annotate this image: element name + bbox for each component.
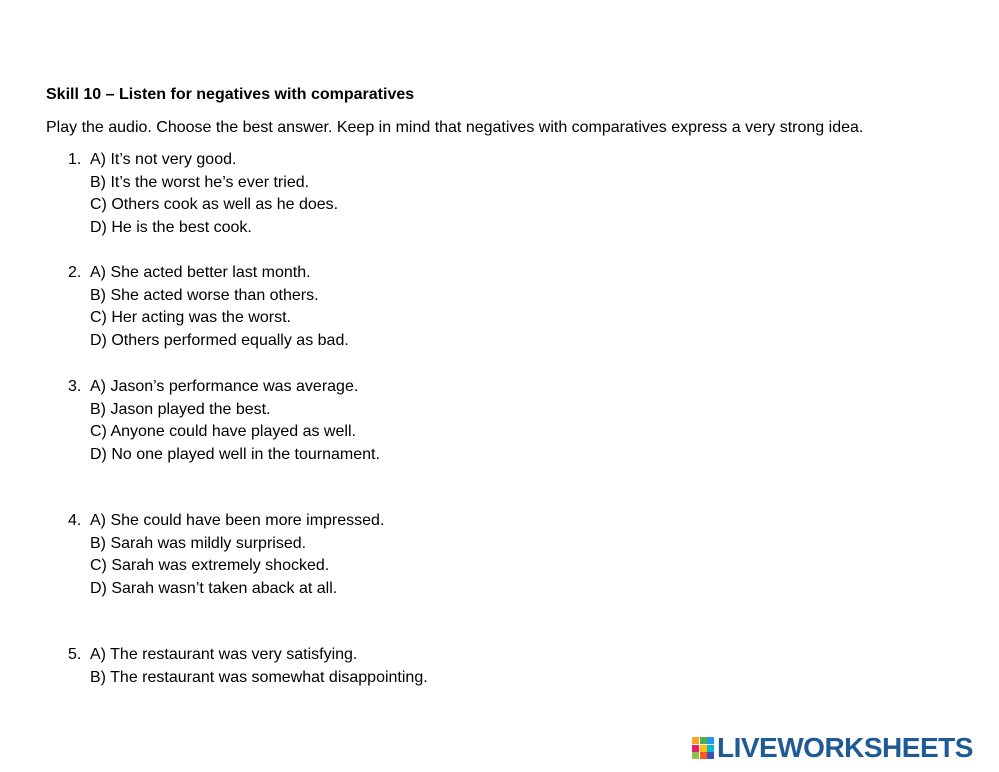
answer-option-c: C) Sarah was extremely shocked. bbox=[90, 557, 330, 575]
answer-option-d: D) Sarah wasn’t taken aback at all. bbox=[90, 579, 338, 597]
logo-mark-cell bbox=[707, 737, 714, 744]
liveworksheets-logo[interactable] bbox=[692, 732, 973, 764]
question-number: 5. bbox=[68, 646, 82, 663]
logo-mark-cell bbox=[692, 752, 699, 759]
logo-mark-cell bbox=[692, 737, 699, 744]
answer-option-c: C) Her acting was the worst. bbox=[90, 309, 291, 327]
answer-options bbox=[90, 376, 380, 466]
logo-mark-cell bbox=[692, 745, 699, 752]
answer-option-a: A) The restaurant was very satisfying. bbox=[90, 646, 358, 663]
logo-mark-cell bbox=[700, 745, 707, 752]
logo-text: LIVEWORKSHEETS bbox=[717, 732, 973, 763]
logo-mark-cell bbox=[707, 745, 714, 752]
answer-option-a: A) She acted better last month. bbox=[90, 264, 311, 281]
answer-option-d: D) Others performed equally as bad. bbox=[90, 331, 349, 349]
answer-option-b: B) Jason played the best. bbox=[90, 400, 271, 418]
logo-mark-cell bbox=[700, 737, 707, 744]
question-number: 3. bbox=[68, 378, 82, 395]
worksheet-title: Skill 10 – Listen for negatives with comparatives bbox=[46, 86, 415, 103]
answer-option-b: B) Sarah was mildly surprised. bbox=[90, 534, 307, 552]
answer-option-d: D) He is the best cook. bbox=[90, 218, 252, 236]
answer-option-b: B) The restaurant was somewhat disappointing. bbox=[90, 668, 428, 686]
answer-option-c: C) Others cook as well as he does. bbox=[90, 196, 339, 214]
answer-option-d: D) No one played well in the tournament. bbox=[90, 445, 380, 463]
question-number: 2. bbox=[68, 264, 82, 281]
answer-option-a: A) She could have been more impressed. bbox=[90, 512, 385, 529]
answer-option-a: A) Jason’s performance was average. bbox=[90, 378, 359, 395]
answer-option-a: A) It’s not very good. bbox=[90, 151, 237, 168]
question-number: 1. bbox=[68, 151, 82, 168]
answer-option-b: B) She acted worse than others. bbox=[90, 286, 319, 304]
answer-options bbox=[90, 149, 338, 239]
answer-options bbox=[90, 644, 428, 689]
answer-options bbox=[90, 262, 349, 352]
answer-options bbox=[90, 510, 384, 600]
logo-mark-cell bbox=[700, 752, 707, 759]
answer-option-c: C) Anyone could have played as well. bbox=[90, 423, 356, 441]
worksheet-instructions: Play the audio. Choose the best answer. Keep in mind that negatives with comparatives express a very strong idea. bbox=[46, 119, 864, 136]
liveworksheets-logo-icon bbox=[692, 737, 714, 759]
logo-mark-cell bbox=[707, 752, 714, 759]
answer-option-b: B) It’s the worst he’s ever tried. bbox=[90, 173, 310, 191]
question-number: 4. bbox=[68, 512, 82, 529]
